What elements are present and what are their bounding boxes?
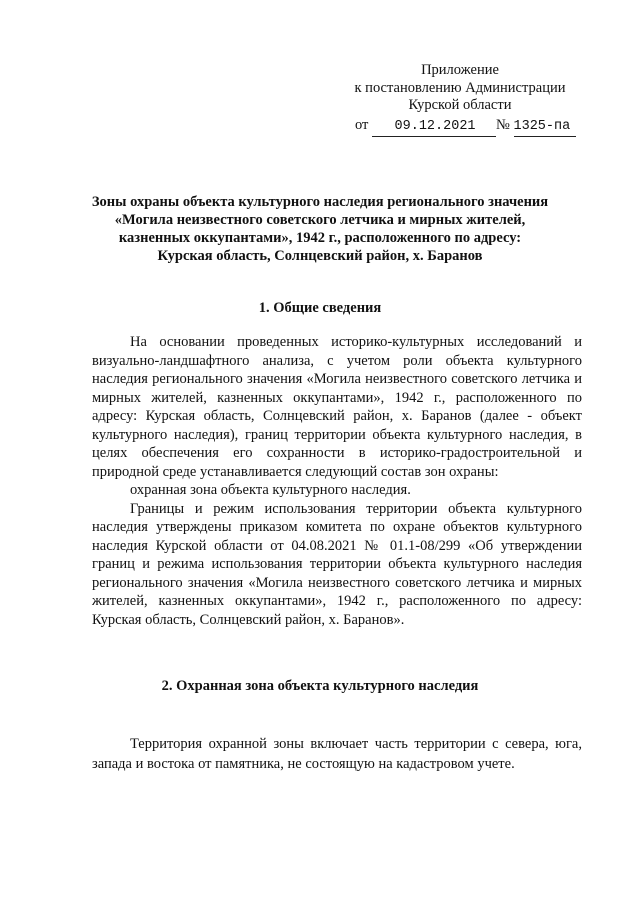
appendix-header xyxy=(340,62,580,115)
section-1-paragraph-2: Границы и режим использования территории объекта культурного наследия утверждены приказом комитета по охране объектов культурного наследия Курской области от 04.08.2021 № 01.1-08/299 «Об утверждении границ и режима использования территории объекта культурного наследия регионального значения «Могила неизвестного советского летчика и мирных жителей, казненных оккупантами», 1942 г., расположенного по адресу: Курская область, Солнцевский район, х. Баранов». xyxy=(92,500,582,628)
section-1-body xyxy=(92,333,582,629)
title-line-3: казненных оккупантами», 1942 г., расположенного по адресу: xyxy=(118,230,522,246)
section-2-body xyxy=(92,735,582,774)
title-line-4: Курская область, Солнцевский район, х. Баранов xyxy=(157,248,483,264)
section-1-paragraph-1: На основании проведенных историко-культурных исследований и визуально-ландшафтного анализа, с учетом роли объекта культурного наследия регионального значения «Могила неизвестного советского летчика и мирных жителей, казненных оккупантами», 1942 г., расположенного по адресу: Курская область, Солнцевский район, х. Баранов (далее - объект культурного наследия), границ территории объекта культурного наследия, в целях обеспечения его сохранности в историко-градостроительной и природной среде устанавливается следующий состав зон охраны: xyxy=(92,334,582,480)
section-1-list-item: охранная зона объекта культурного наследия. xyxy=(130,482,411,498)
appendix-region-line: Курской области xyxy=(408,97,512,113)
section-2-heading: 2. Охранная зона объекта культурного наследия xyxy=(161,678,479,694)
section-1-heading: 1. Общие сведения xyxy=(258,300,382,316)
document-title xyxy=(80,193,560,265)
section-2-paragraph-1: Территория охранной зоны включает часть территории с севера, юга, запада и востока от памятника, не состоящую на кадастровом учете. xyxy=(92,736,582,772)
appendix-label: Приложение xyxy=(421,62,499,78)
date-prefix: от xyxy=(355,117,369,133)
title-line-1: Зоны охраны объекта культурного наследия регионального значения xyxy=(91,194,549,210)
appendix-date-line xyxy=(355,116,595,137)
appendix-resolution-line: к постановлению Администрации xyxy=(354,79,566,96)
title-line-2: «Могила неизвестного советского летчика и мирных жителей, xyxy=(114,212,526,228)
resolution-number: 1325-па xyxy=(514,118,576,137)
number-prefix: № xyxy=(496,117,510,133)
resolution-date: 09.12.2021 xyxy=(372,118,496,137)
